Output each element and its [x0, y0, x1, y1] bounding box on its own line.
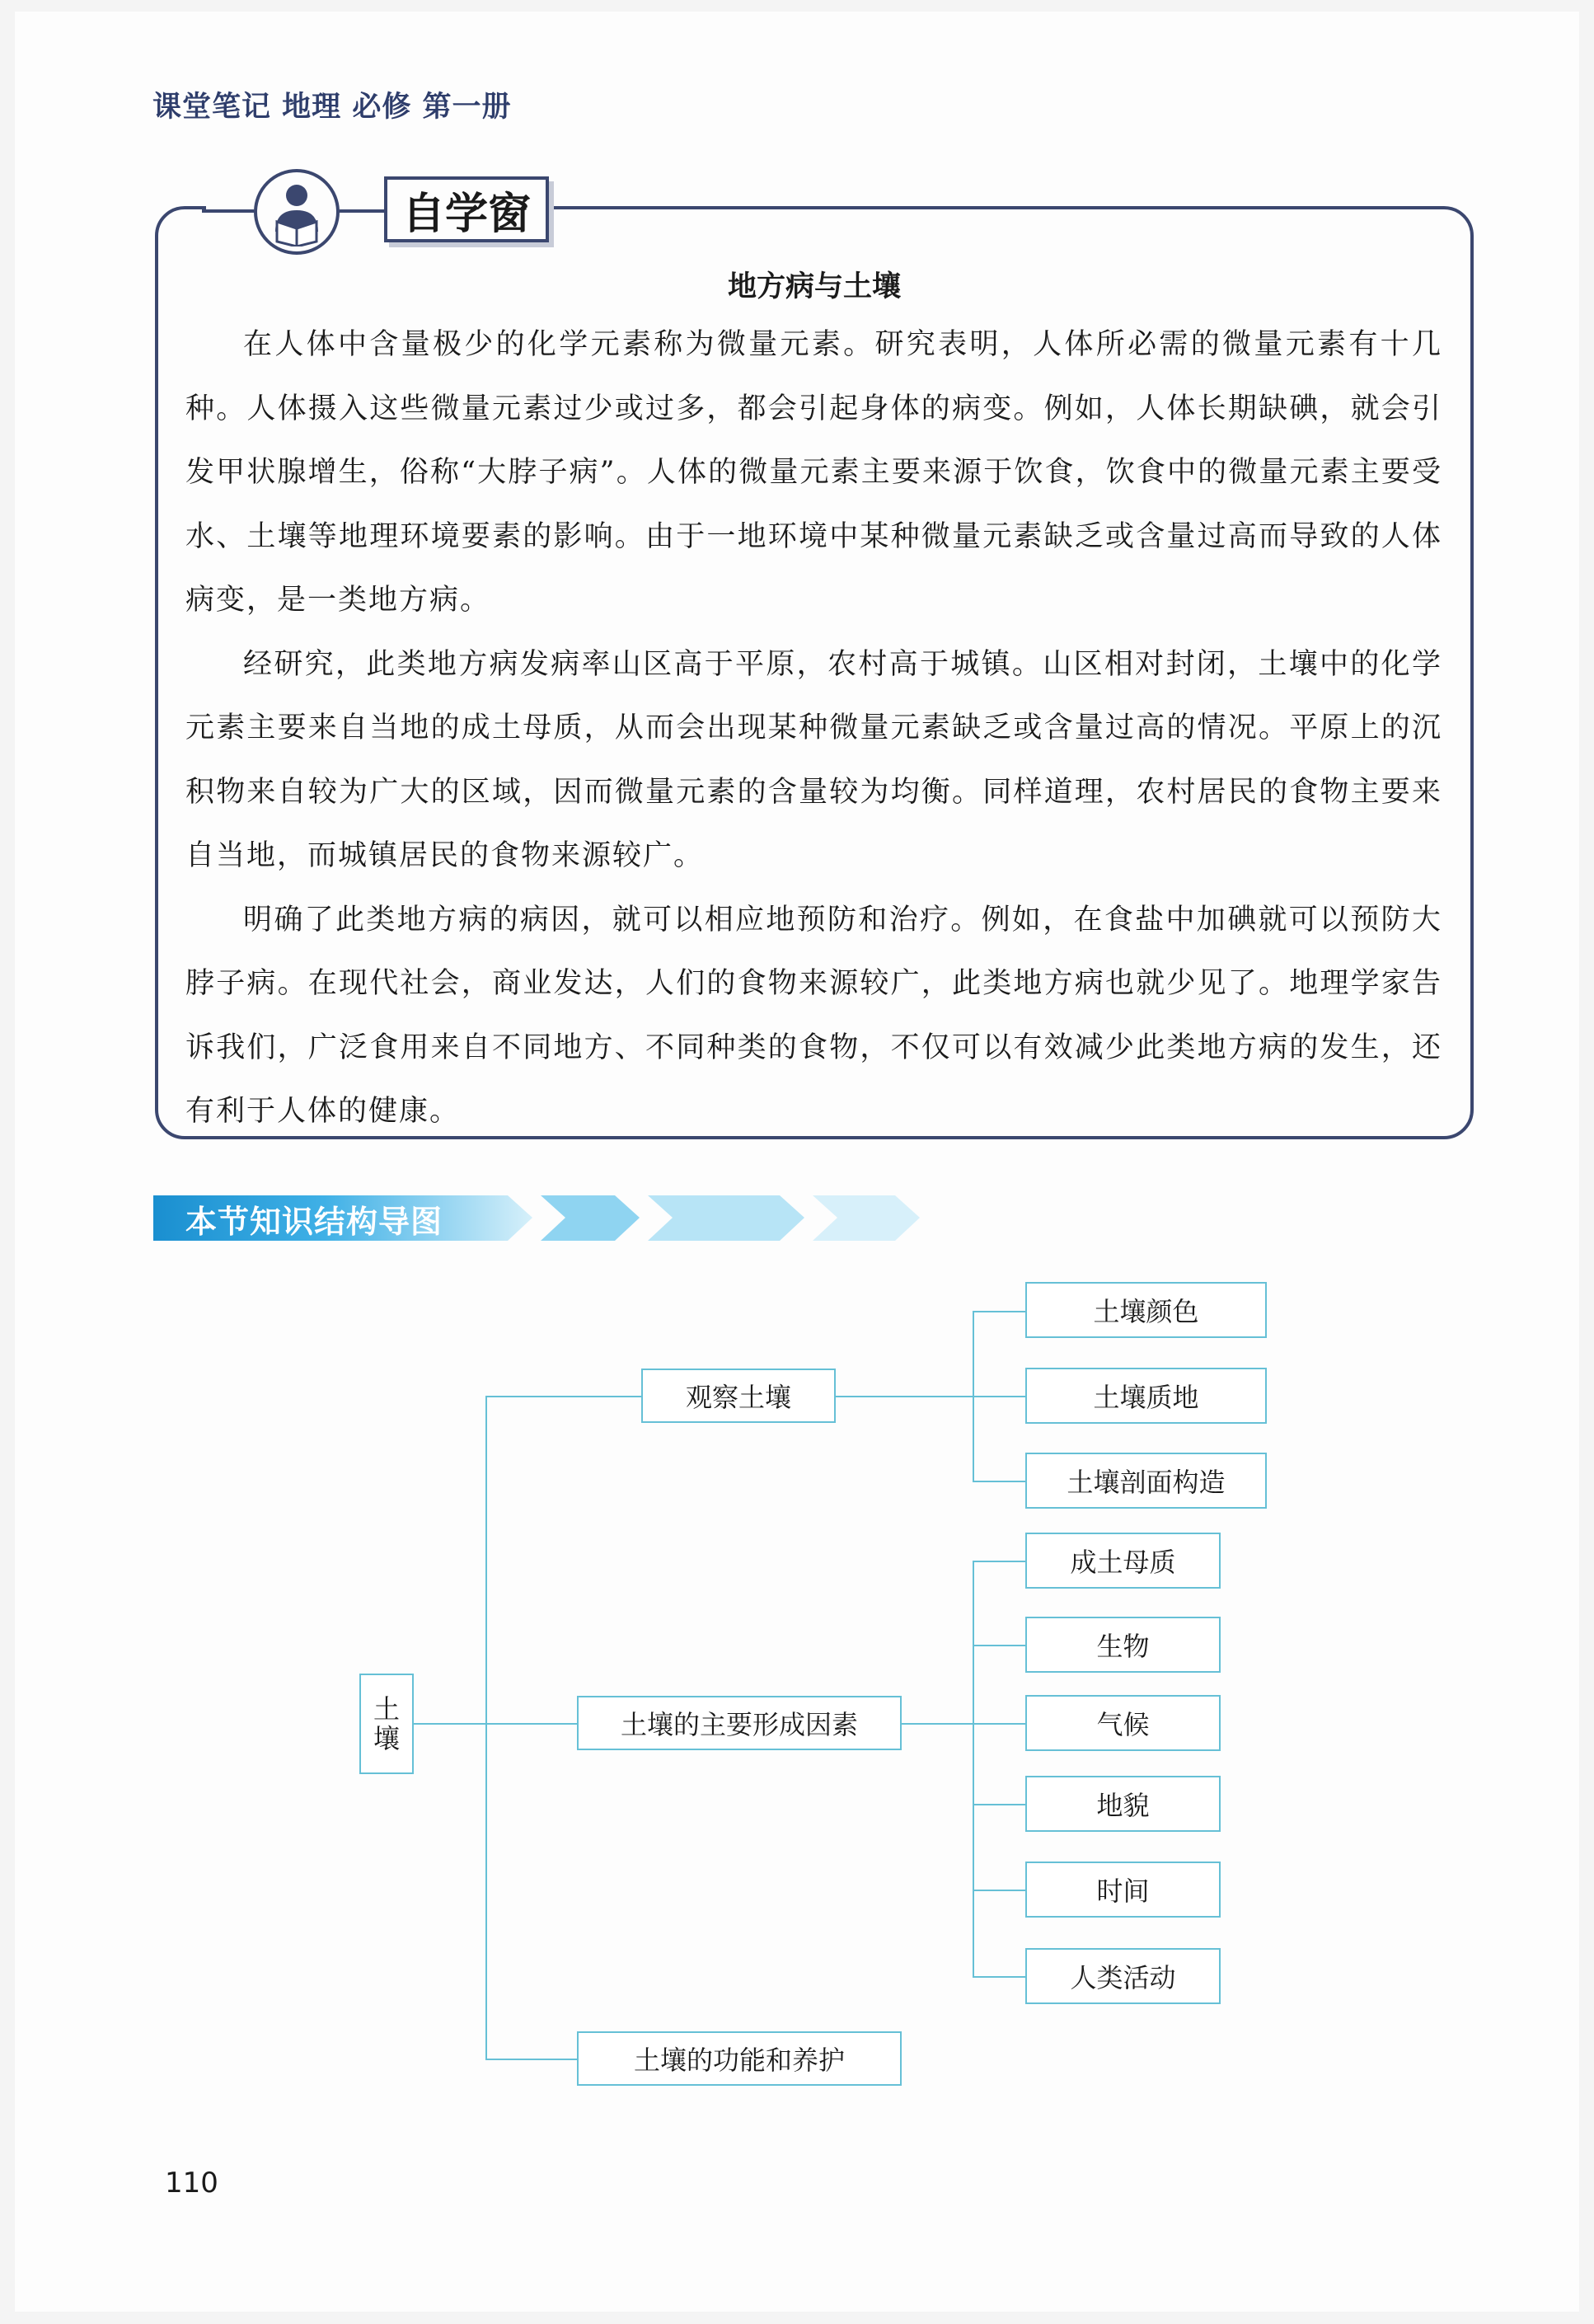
connector	[485, 1396, 487, 2059]
map-root-char: 壤	[373, 1723, 400, 1754]
connector	[973, 1645, 1027, 1646]
article-title: 地方病与土壤	[727, 270, 901, 303]
connector	[973, 1481, 1027, 1482]
connector	[973, 1396, 1027, 1397]
map-leaf-node: 土壤质地	[1025, 1368, 1267, 1424]
study-box-title: 自学窗	[384, 176, 549, 242]
article-paragraph: 在人体中含量极少的化学元素称为微量元素。研究表明，人体所必需的微量元素有十几种。人体摄入这些微量元素过少或过多，都会引起身体的病变。例如，人体长期缺碘，就会引发甲状腺增生，俗称“大脖子病”。人体的微量元素主要来源于饮食，饮食中的微量元素主要受水、土壤等地理环境要素的影响。由于一地环境中某种微量元素缺乏或含量过高而导致的人体病变，是一类地方病。	[185, 328, 1442, 617]
tab-rule	[340, 209, 385, 213]
page-number: 110	[165, 2167, 218, 2200]
map-branch-node: 观察土壤	[641, 1369, 836, 1423]
map-leaf-node: 土壤剖面构造	[1025, 1453, 1267, 1509]
connector	[973, 1311, 1027, 1312]
map-root-node	[359, 1674, 414, 1774]
connector	[413, 1723, 485, 1725]
connector	[901, 1723, 973, 1725]
map-root-char: 土	[373, 1693, 400, 1725]
reader-icon	[254, 169, 340, 255]
map-leaf-node: 土壤颜色	[1025, 1282, 1267, 1338]
section-banner-title: 本节知识结构导图	[185, 1204, 443, 1240]
article-paragraph: 经研究，此类地方病发病率山区高于平原，农村高于城镇。山区相对封闭，土壤中的化学元素主要来自当地的成土母质，从而会出现某种微量元素缺乏或含量过高的情况。平原上的沉积物来自较为广大的区域，因而微量元素的含量较为均衡。同样道理，农村居民的食物主要来自当地，而城镇居民的食物来源较广。	[185, 647, 1442, 872]
map-leaf-node: 气候	[1025, 1695, 1221, 1751]
map-leaf-node: 人类活动	[1025, 1948, 1221, 2004]
connector	[835, 1396, 973, 1397]
connector	[973, 1976, 1027, 1978]
map-leaf-node: 生物	[1025, 1617, 1221, 1673]
running-head: 课堂笔记 地理 必修 第一册	[152, 91, 512, 124]
map-leaf-node: 时间	[1025, 1862, 1221, 1918]
connector	[973, 1723, 1027, 1725]
connector	[485, 1723, 579, 1725]
article-body	[185, 313, 1442, 1144]
article-paragraph: 明确了此类地方病的病因，就可以相应地预防和治疗。例如，在食盐中加碘就可以预防大脖子病。在现代社会，商业发达，人们的食物来源较广，此类地方病也就少见了。地理学家告诉我们，广泛食用来自不同地方、不同种类的食物，不仅可以有效减少此类地方病的发生，还有利于人体的健康。	[185, 903, 1442, 1128]
connector	[485, 2059, 579, 2060]
map-leaf-node: 地貌	[1025, 1776, 1221, 1832]
connector	[973, 1804, 1027, 1805]
connector	[973, 1561, 974, 1977]
connector	[973, 1890, 1027, 1891]
map-branch-node: 土壤的主要形成因素	[577, 1696, 902, 1750]
tab-rule	[202, 209, 254, 213]
map-leaf-node: 成土母质	[1025, 1533, 1221, 1589]
connector	[485, 1396, 642, 1397]
connector	[973, 1561, 1027, 1562]
map-branch-node: 土壤的功能和养护	[577, 2031, 902, 2086]
